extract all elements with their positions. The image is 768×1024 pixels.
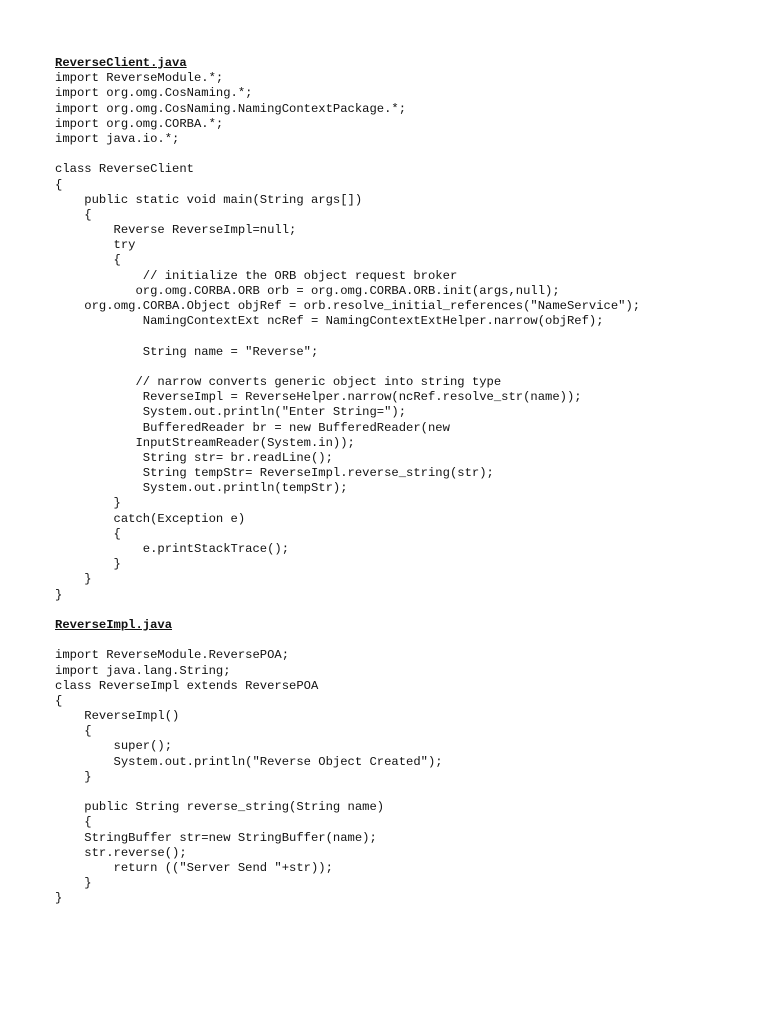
code-line: import org.omg.CosNaming.NamingContextPackage.*; bbox=[55, 101, 407, 116]
code-line: BufferedReader br = new BufferedReader(new bbox=[55, 420, 450, 435]
code-line bbox=[55, 785, 755, 800]
code-line: ReverseImpl = ReverseHelper.narrow(ncRef.resolve_str(name)); bbox=[55, 390, 582, 405]
code-line bbox=[55, 633, 755, 648]
code-line: try bbox=[55, 238, 136, 253]
code-line: class ReverseImpl extends ReversePOA bbox=[55, 678, 319, 693]
section-spacer bbox=[55, 603, 755, 618]
code-line: } bbox=[55, 572, 92, 587]
code-line: } bbox=[55, 587, 63, 602]
code-line: StringBuffer str=new StringBuffer(name); bbox=[55, 830, 377, 845]
code-line: import org.omg.CosNaming.*; bbox=[55, 86, 253, 101]
code-line bbox=[55, 147, 755, 162]
code-line: import org.omg.CORBA.*; bbox=[55, 116, 224, 131]
code-line: str.reverse(); bbox=[55, 845, 187, 860]
code-line: { bbox=[55, 693, 63, 708]
code-block-reverse-impl bbox=[55, 633, 755, 906]
code-line: class ReverseClient bbox=[55, 162, 194, 177]
code-line: System.out.println(tempStr); bbox=[55, 481, 348, 496]
code-line: } bbox=[55, 557, 121, 572]
code-line: } bbox=[55, 496, 121, 511]
code-line: String str= br.readLine(); bbox=[55, 450, 333, 465]
section-heading-reverse-impl: ReverseImpl.java bbox=[55, 617, 173, 632]
code-line: { bbox=[55, 253, 121, 268]
code-line: { bbox=[55, 177, 63, 192]
section-heading-reverse-client: ReverseClient.java bbox=[55, 56, 187, 70]
code-line: { bbox=[55, 724, 92, 739]
code-line: org.omg.CORBA.ORB orb = org.omg.CORBA.ORB.init(args,null); bbox=[55, 283, 560, 298]
code-line: catch(Exception e) bbox=[55, 511, 246, 526]
code-line: import ReverseModule.ReversePOA; bbox=[55, 648, 290, 663]
code-line: { bbox=[55, 526, 121, 541]
code-line: { bbox=[55, 207, 92, 222]
code-line: import java.io.*; bbox=[55, 131, 180, 146]
code-line bbox=[55, 360, 755, 375]
code-line: System.out.println("Enter String="); bbox=[55, 405, 407, 420]
code-line: { bbox=[55, 815, 92, 830]
code-line: return (("Server Send "+str)); bbox=[55, 860, 333, 875]
code-line: e.printStackTrace(); bbox=[55, 542, 290, 556]
code-line: InputStreamReader(System.in)); bbox=[55, 435, 355, 450]
code-line: // initialize the ORB object request broker bbox=[55, 268, 458, 283]
code-line: String name = "Reverse"; bbox=[55, 344, 319, 359]
code-line: String tempStr= ReverseImpl.reverse_string(str); bbox=[55, 466, 494, 481]
code-line: System.out.println("Reverse Object Created"); bbox=[55, 754, 443, 769]
code-line: NamingContextExt ncRef = NamingContextExtHelper.narrow(objRef); bbox=[55, 314, 604, 329]
code-line: import java.lang.String; bbox=[55, 663, 231, 678]
code-document bbox=[55, 56, 755, 907]
code-line: } bbox=[55, 891, 63, 906]
code-line bbox=[55, 329, 755, 344]
code-line: public static void main(String args[]) bbox=[55, 192, 363, 207]
code-line: ReverseImpl() bbox=[55, 709, 180, 724]
code-line: org.omg.CORBA.Object objRef = orb.resolve_initial_references("NameService"); bbox=[55, 299, 641, 313]
code-line: // narrow converts generic object into string type bbox=[55, 374, 502, 389]
code-line: super(); bbox=[55, 739, 173, 754]
code-block-reverse-client bbox=[55, 71, 755, 603]
code-line: Reverse ReverseImpl=null; bbox=[55, 223, 297, 238]
code-line: import ReverseModule.*; bbox=[55, 71, 224, 86]
code-line: public String reverse_string(String name) bbox=[55, 800, 385, 815]
code-line: } bbox=[55, 876, 92, 891]
code-line: } bbox=[55, 769, 92, 784]
